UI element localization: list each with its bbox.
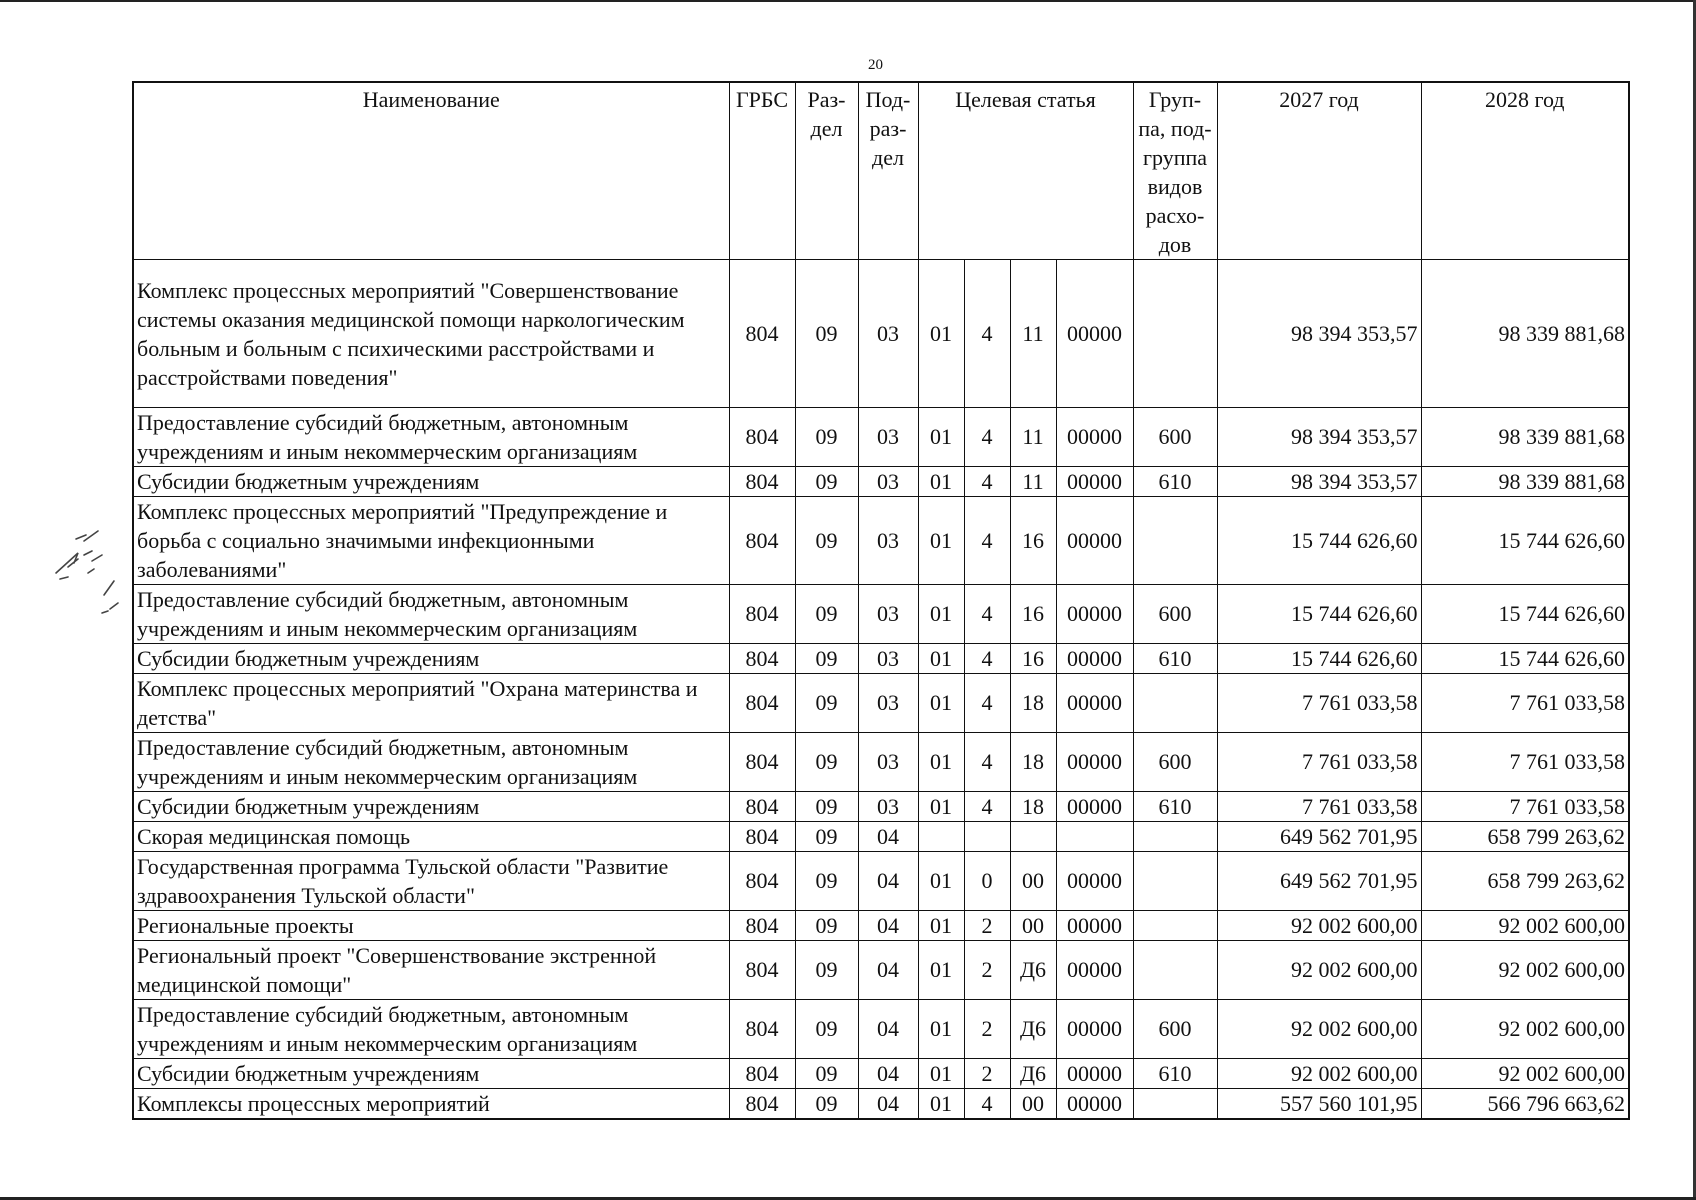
target-structure-cell: 00 bbox=[1010, 1089, 1056, 1120]
amount-2027-cell: 98 394 353,57 bbox=[1217, 408, 1421, 467]
target-program-cell: 01 bbox=[918, 941, 964, 1000]
row-name: Предоставление субсидий бюджетным, автономным учреждениям и иным некоммерческим организациям bbox=[133, 585, 729, 644]
razdel-cell: 09 bbox=[795, 585, 858, 644]
target-structure-cell: 18 bbox=[1010, 733, 1056, 792]
handwritten-marks bbox=[48, 525, 130, 625]
podrazdel-cell: 03 bbox=[858, 260, 918, 408]
target-structure-cell bbox=[1010, 822, 1056, 852]
target-direction-cell: 00000 bbox=[1056, 852, 1133, 911]
amount-2027-cell: 92 002 600,00 bbox=[1217, 1059, 1421, 1089]
table-row bbox=[133, 408, 1629, 467]
table-header-row bbox=[133, 82, 1629, 260]
table-row bbox=[133, 911, 1629, 941]
table-row bbox=[133, 822, 1629, 852]
target-direction-cell: 00000 bbox=[1056, 733, 1133, 792]
razdel-cell: 09 bbox=[795, 792, 858, 822]
target-direction-cell: 00000 bbox=[1056, 1059, 1133, 1089]
amount-2028-cell: 98 339 881,68 bbox=[1421, 260, 1629, 408]
grbs-cell: 804 bbox=[729, 1000, 795, 1059]
podrazdel-cell: 03 bbox=[858, 408, 918, 467]
target-direction-cell: 00000 bbox=[1056, 941, 1133, 1000]
razdel-cell: 09 bbox=[795, 911, 858, 941]
grbs-cell: 804 bbox=[729, 674, 795, 733]
row-name: Предоставление субсидий бюджетным, автономным учреждениям и иным некоммерческим организациям bbox=[133, 733, 729, 792]
target-direction-cell: 00000 bbox=[1056, 408, 1133, 467]
podrazdel-cell: 03 bbox=[858, 792, 918, 822]
amount-2028-cell: 15 744 626,60 bbox=[1421, 644, 1629, 674]
razdel-cell: 09 bbox=[795, 1059, 858, 1089]
target-structure-cell: 11 bbox=[1010, 260, 1056, 408]
row-name: Субсидии бюджетным учреждениям bbox=[133, 644, 729, 674]
target-structure-cell: 16 bbox=[1010, 644, 1056, 674]
grbs-cell: 804 bbox=[729, 822, 795, 852]
razdel-cell: 09 bbox=[795, 467, 858, 497]
podrazdel-cell: 04 bbox=[858, 852, 918, 911]
target-direction-cell: 00000 bbox=[1056, 792, 1133, 822]
target-program-cell: 01 bbox=[918, 792, 964, 822]
row-name: Комплексы процессных мероприятий bbox=[133, 1089, 729, 1120]
expense-group-cell: 600 bbox=[1133, 408, 1217, 467]
target-program-cell: 01 bbox=[918, 1059, 964, 1089]
expense-group-cell: 600 bbox=[1133, 1000, 1217, 1059]
amount-2027-cell: 92 002 600,00 bbox=[1217, 1000, 1421, 1059]
podrazdel-cell: 04 bbox=[858, 1000, 918, 1059]
target-type-cell: 2 bbox=[964, 911, 1010, 941]
amount-2027-cell: 15 744 626,60 bbox=[1217, 497, 1421, 585]
target-type-cell: 4 bbox=[964, 792, 1010, 822]
target-direction-cell: 00000 bbox=[1056, 1089, 1133, 1120]
header-razdel: Раз- дел bbox=[795, 82, 858, 260]
podrazdel-cell: 03 bbox=[858, 733, 918, 792]
amount-2028-cell: 658 799 263,62 bbox=[1421, 822, 1629, 852]
table-row bbox=[133, 792, 1629, 822]
amount-2028-cell: 7 761 033,58 bbox=[1421, 733, 1629, 792]
grbs-cell: 804 bbox=[729, 1089, 795, 1120]
podrazdel-cell: 04 bbox=[858, 822, 918, 852]
expense-group-cell bbox=[1133, 497, 1217, 585]
amount-2028-cell: 98 339 881,68 bbox=[1421, 408, 1629, 467]
header-podrazdel: Под- раз- дел bbox=[858, 82, 918, 260]
target-structure-cell: 16 bbox=[1010, 585, 1056, 644]
podrazdel-cell: 04 bbox=[858, 1059, 918, 1089]
expense-group-cell bbox=[1133, 911, 1217, 941]
target-program-cell bbox=[918, 822, 964, 852]
target-program-cell: 01 bbox=[918, 408, 964, 467]
target-structure-cell: 00 bbox=[1010, 852, 1056, 911]
razdel-cell: 09 bbox=[795, 674, 858, 733]
grbs-cell: 804 bbox=[729, 260, 795, 408]
target-program-cell: 01 bbox=[918, 1000, 964, 1059]
header-grbs: ГРБС bbox=[729, 82, 795, 260]
row-name: Региональный проект "Совершенствование экстренной медицинской помощи" bbox=[133, 941, 729, 1000]
target-program-cell: 01 bbox=[918, 497, 964, 585]
grbs-cell: 804 bbox=[729, 408, 795, 467]
grbs-cell: 804 bbox=[729, 941, 795, 1000]
amount-2028-cell: 566 796 663,62 bbox=[1421, 1089, 1629, 1120]
razdel-cell: 09 bbox=[795, 941, 858, 1000]
amount-2028-cell: 15 744 626,60 bbox=[1421, 497, 1629, 585]
row-name: Скорая медицинская помощь bbox=[133, 822, 729, 852]
target-direction-cell: 00000 bbox=[1056, 644, 1133, 674]
target-direction-cell bbox=[1056, 822, 1133, 852]
amount-2028-cell: 92 002 600,00 bbox=[1421, 941, 1629, 1000]
target-type-cell: 4 bbox=[964, 644, 1010, 674]
amount-2028-cell: 15 744 626,60 bbox=[1421, 585, 1629, 644]
target-type-cell: 2 bbox=[964, 1059, 1010, 1089]
amount-2028-cell: 98 339 881,68 bbox=[1421, 467, 1629, 497]
target-type-cell: 4 bbox=[964, 674, 1010, 733]
podrazdel-cell: 03 bbox=[858, 585, 918, 644]
target-program-cell: 01 bbox=[918, 852, 964, 911]
target-program-cell: 01 bbox=[918, 733, 964, 792]
expense-group-cell bbox=[1133, 260, 1217, 408]
razdel-cell: 09 bbox=[795, 1000, 858, 1059]
grbs-cell: 804 bbox=[729, 852, 795, 911]
razdel-cell: 09 bbox=[795, 408, 858, 467]
header-name: Наименование bbox=[133, 82, 729, 260]
podrazdel-cell: 04 bbox=[858, 1089, 918, 1120]
target-direction-cell: 00000 bbox=[1056, 911, 1133, 941]
amount-2027-cell: 7 761 033,58 bbox=[1217, 733, 1421, 792]
amount-2028-cell: 92 002 600,00 bbox=[1421, 1000, 1629, 1059]
amount-2027-cell: 649 562 701,95 bbox=[1217, 822, 1421, 852]
header-year-2028: 2028 год bbox=[1421, 82, 1629, 260]
grbs-cell: 804 bbox=[729, 497, 795, 585]
header-year-2027: 2027 год bbox=[1217, 82, 1421, 260]
row-name: Комплекс процессных мероприятий "Совершенствование системы оказания медицинской помощи наркологическим больным и больным с психическими расстройствами и расстройствами поведения" bbox=[133, 260, 729, 408]
expense-group-cell bbox=[1133, 941, 1217, 1000]
target-direction-cell: 00000 bbox=[1056, 467, 1133, 497]
amount-2027-cell: 98 394 353,57 bbox=[1217, 467, 1421, 497]
grbs-cell: 804 bbox=[729, 792, 795, 822]
table-row bbox=[133, 1059, 1629, 1089]
grbs-cell: 804 bbox=[729, 911, 795, 941]
target-type-cell: 4 bbox=[964, 497, 1010, 585]
target-structure-cell: 18 bbox=[1010, 792, 1056, 822]
expense-group-cell bbox=[1133, 852, 1217, 911]
table-row bbox=[133, 852, 1629, 911]
target-program-cell: 01 bbox=[918, 1089, 964, 1120]
amount-2028-cell: 658 799 263,62 bbox=[1421, 852, 1629, 911]
target-type-cell: 4 bbox=[964, 585, 1010, 644]
target-program-cell: 01 bbox=[918, 260, 964, 408]
amount-2027-cell: 7 761 033,58 bbox=[1217, 792, 1421, 822]
expense-group-cell: 610 bbox=[1133, 792, 1217, 822]
table-row bbox=[133, 733, 1629, 792]
page-number: 20 bbox=[868, 57, 883, 73]
expense-group-cell: 610 bbox=[1133, 467, 1217, 497]
target-direction-cell: 00000 bbox=[1056, 260, 1133, 408]
grbs-cell: 804 bbox=[729, 644, 795, 674]
header-target-article: Целевая статья bbox=[918, 82, 1133, 260]
grbs-cell: 804 bbox=[729, 467, 795, 497]
table-row bbox=[133, 497, 1629, 585]
page-top-border bbox=[0, 0, 1696, 2]
target-structure-cell: 18 bbox=[1010, 674, 1056, 733]
target-type-cell: 4 bbox=[964, 408, 1010, 467]
razdel-cell: 09 bbox=[795, 822, 858, 852]
target-type-cell: 0 bbox=[964, 852, 1010, 911]
amount-2027-cell: 98 394 353,57 bbox=[1217, 260, 1421, 408]
razdel-cell: 09 bbox=[795, 260, 858, 408]
amount-2027-cell: 92 002 600,00 bbox=[1217, 941, 1421, 1000]
amount-2027-cell: 15 744 626,60 bbox=[1217, 585, 1421, 644]
target-type-cell: 2 bbox=[964, 1000, 1010, 1059]
target-structure-cell: 16 bbox=[1010, 497, 1056, 585]
podrazdel-cell: 04 bbox=[858, 911, 918, 941]
expense-group-cell: 600 bbox=[1133, 585, 1217, 644]
amount-2027-cell: 557 560 101,95 bbox=[1217, 1089, 1421, 1120]
row-name: Субсидии бюджетным учреждениям bbox=[133, 1059, 729, 1089]
table-row bbox=[133, 467, 1629, 497]
table-row bbox=[133, 941, 1629, 1000]
amount-2027-cell: 7 761 033,58 bbox=[1217, 674, 1421, 733]
podrazdel-cell: 03 bbox=[858, 644, 918, 674]
target-program-cell: 01 bbox=[918, 911, 964, 941]
target-program-cell: 01 bbox=[918, 467, 964, 497]
expense-group-cell: 610 bbox=[1133, 644, 1217, 674]
target-type-cell bbox=[964, 822, 1010, 852]
razdel-cell: 09 bbox=[795, 852, 858, 911]
row-name: Субсидии бюджетным учреждениям bbox=[133, 467, 729, 497]
target-program-cell: 01 bbox=[918, 674, 964, 733]
razdel-cell: 09 bbox=[795, 733, 858, 792]
amount-2027-cell: 92 002 600,00 bbox=[1217, 911, 1421, 941]
expense-group-cell: 610 bbox=[1133, 1059, 1217, 1089]
target-type-cell: 2 bbox=[964, 941, 1010, 1000]
amount-2028-cell: 92 002 600,00 bbox=[1421, 1059, 1629, 1089]
razdel-cell: 09 bbox=[795, 1089, 858, 1120]
expense-group-cell bbox=[1133, 674, 1217, 733]
target-direction-cell: 00000 bbox=[1056, 585, 1133, 644]
expense-group-cell: 600 bbox=[1133, 733, 1217, 792]
table-row bbox=[133, 585, 1629, 644]
razdel-cell: 09 bbox=[795, 644, 858, 674]
header-expense-group: Груп- па, под- группа видов расхо- дов bbox=[1133, 82, 1217, 260]
amount-2028-cell: 7 761 033,58 bbox=[1421, 674, 1629, 733]
target-structure-cell: Д6 bbox=[1010, 1059, 1056, 1089]
podrazdel-cell: 03 bbox=[858, 467, 918, 497]
grbs-cell: 804 bbox=[729, 585, 795, 644]
table-row bbox=[133, 674, 1629, 733]
expense-group-cell bbox=[1133, 822, 1217, 852]
row-name: Предоставление субсидий бюджетным, автономным учреждениям и иным некоммерческим организациям bbox=[133, 408, 729, 467]
target-program-cell: 01 bbox=[918, 585, 964, 644]
row-name: Предоставление субсидий бюджетным, автономным учреждениям и иным некоммерческим организациям bbox=[133, 1000, 729, 1059]
row-name: Государственная программа Тульской области "Развитие здравоохранения Тульской области" bbox=[133, 852, 729, 911]
target-structure-cell: 11 bbox=[1010, 408, 1056, 467]
table-row bbox=[133, 1000, 1629, 1059]
podrazdel-cell: 03 bbox=[858, 674, 918, 733]
podrazdel-cell: 04 bbox=[858, 941, 918, 1000]
expense-group-cell bbox=[1133, 1089, 1217, 1120]
target-direction-cell: 00000 bbox=[1056, 497, 1133, 585]
podrazdel-cell: 03 bbox=[858, 497, 918, 585]
target-direction-cell: 00000 bbox=[1056, 674, 1133, 733]
target-type-cell: 4 bbox=[964, 1089, 1010, 1120]
target-direction-cell: 00000 bbox=[1056, 1000, 1133, 1059]
target-program-cell: 01 bbox=[918, 644, 964, 674]
row-name: Субсидии бюджетным учреждениям bbox=[133, 792, 729, 822]
table-row bbox=[133, 260, 1629, 408]
budget-table bbox=[132, 81, 1630, 1120]
target-structure-cell: Д6 bbox=[1010, 1000, 1056, 1059]
amount-2028-cell: 7 761 033,58 bbox=[1421, 792, 1629, 822]
amount-2027-cell: 15 744 626,60 bbox=[1217, 644, 1421, 674]
row-name: Региональные проекты bbox=[133, 911, 729, 941]
target-type-cell: 4 bbox=[964, 467, 1010, 497]
grbs-cell: 804 bbox=[729, 1059, 795, 1089]
amount-2027-cell: 649 562 701,95 bbox=[1217, 852, 1421, 911]
target-structure-cell: 00 bbox=[1010, 911, 1056, 941]
grbs-cell: 804 bbox=[729, 733, 795, 792]
table-row bbox=[133, 1089, 1629, 1120]
target-type-cell: 4 bbox=[964, 260, 1010, 408]
row-name: Комплекс процессных мероприятий "Предупреждение и борьба с социально значимыми инфекционными заболеваниями" bbox=[133, 497, 729, 585]
razdel-cell: 09 bbox=[795, 497, 858, 585]
target-type-cell: 4 bbox=[964, 733, 1010, 792]
table-row bbox=[133, 644, 1629, 674]
amount-2028-cell: 92 002 600,00 bbox=[1421, 911, 1629, 941]
row-name: Комплекс процессных мероприятий "Охрана материнства и детства" bbox=[133, 674, 729, 733]
target-structure-cell: 11 bbox=[1010, 467, 1056, 497]
target-structure-cell: Д6 bbox=[1010, 941, 1056, 1000]
